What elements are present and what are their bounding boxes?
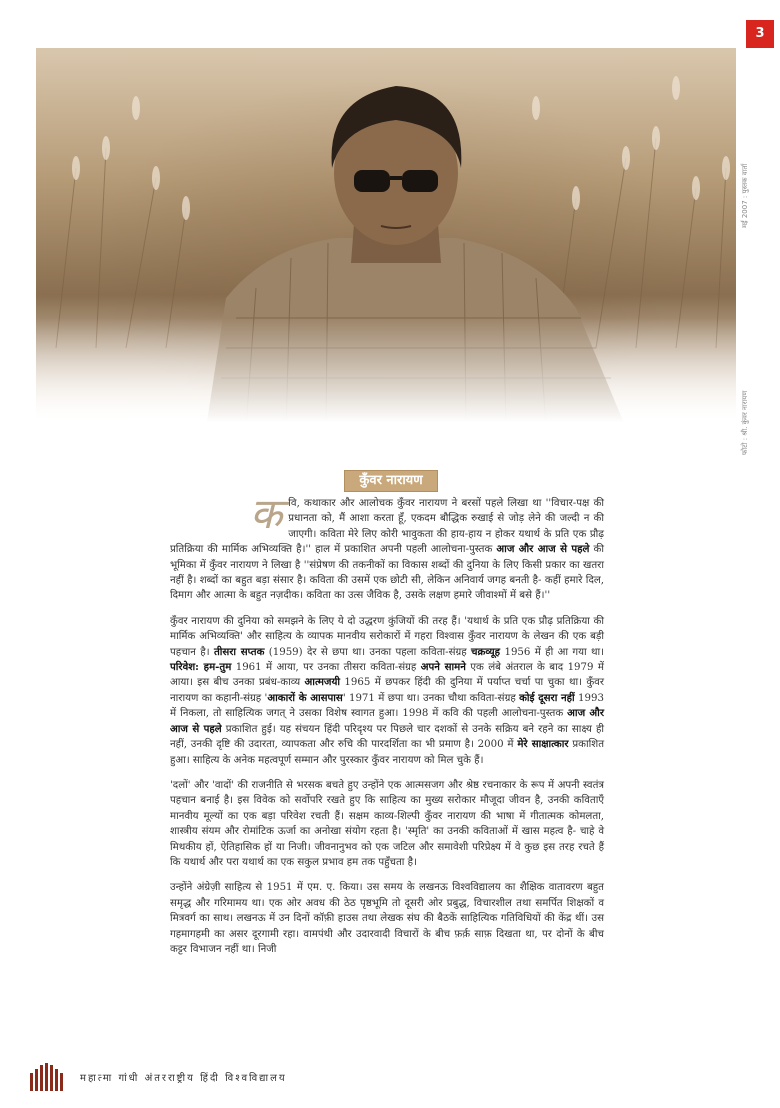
paragraph-text [170, 780, 604, 868]
portrait-photo [36, 48, 736, 428]
text-run: 1965 में छपकर हिंदी की दुनिया में पर्याप्त चर्चा पा चुका था। कुँवर नारायण का कहानी-संग्रह ' [170, 677, 605, 704]
text-run: उन्होंने अंग्रेज़ी साहित्य से 1951 में एम. ए. किया। उस समय के लखनऊ विश्वविद्यालय का शैक्षिक वातावरण बहुत समृद्ध और गरिमामय था। एक ओर अवध की ठेठ पृष्ठभूमि तो दूसरी ओर प्रबुद्ध, विचारशील तथा समर्पित शिक्षकों व मित्रवर्ग का साथ। लखनऊ में उन दिनों कॉफ़ी हाउस तथा लेखक संघ की बैठकें साहित्यिक गतिविधियों की केंद्र थीं। उस गहमागहमी का असर दूरगामी रहा। वामपंथी और उदारवादी विचारों के बीच फ़र्क़ साफ़ दिखता था, पर दोनों के बीच कट्टर विभाजन नहीं था। निजी [170, 882, 604, 955]
bold-title: आज और आज से पहले [170, 707, 605, 735]
text-run: प्रकाशित हुई। यह संचयन हिंदी परिदृश्य पर पिछले चार दशकों से उनके सक्रिय बने रहने का साक्ष्य ही नहीं, उनकी दृष्टि की उदारता, व्यापकता और रुचि की पारदर्शिता का भी प्रमाण है। 2000 में [170, 723, 604, 751]
paragraph-text [170, 616, 604, 766]
text-run: की भूमिका में कुँवर नारायण ने लिखा है ''संप्रेषण की तकनीकों का विकास शब्दों की दुनिया के लिए किसी प्रकार का खतरा नहीं है। शब्दों का बहुत बड़ा संसार है। कविता की उसमें एक छोटी सी, लेकिन अनिवार्य जगह बनती है- कहीं हमारे दिल, दिमाग और आत्मा के बहुत नज़दीक। कविता का उत्स जैविक है, उसके लक्षण हमारे जीवाश्मों में बसे हैं।'' [170, 544, 605, 602]
paragraph [170, 778, 604, 870]
bold-title: आकारों के आसपास [267, 691, 343, 704]
footer [30, 1063, 287, 1091]
text-run: प्रकाशित हुआ। साहित्य के अनेक महत्वपूर्ण सम्मान और पुरस्कार कुँवर नारायण को मिल चुके हैं। [170, 739, 605, 766]
bold-title: कोई दूसरा नहीं [519, 691, 575, 704]
paragraph [170, 489, 605, 604]
article-title: कुँवर नारायण [344, 470, 438, 492]
bold-title: मेरे साक्षात्कार [517, 738, 569, 751]
bold-title: तीसरा सप्तक [213, 645, 265, 658]
footer-university-name: महात्मा गांधी अंतरराष्ट्रीय हिंदी विश्वविद्यालय [80, 1073, 287, 1084]
text-run: ' 1971 में छपा था। उनका चौथा कविता-संग्रह [342, 692, 520, 704]
text-run: वि, कथाकार और आलोचक कुँवर नारायण ने बरसों पहले लिखा था ''विचार-पक्ष की प्रधानता को, मैं आशा करता हूँ, एकदम बौद्धिक रुखाई से जोड़ लेने की जल्दी न की जाएगी। कविता मेरे लिए कोरी भावुकता की हाय-हाय न होकर यथार्थ के प्रति एक प्रौढ़ प्रतिक्रिया की मार्मिक अभिव्यक्ति है।'' हाल में प्रकाशित अपनी पहली आलोचना-पुस्तक [170, 498, 604, 556]
text-run: कुँवर नारायण की दुनिया को समझने के लिए ये दो उद्धरण कुंजियों की तरह हैं। 'यथार्थ के प्रति एक प्रौढ़ प्रतिक्रिया की मार्मिक अभिव्यक्ति' और साहित्य के व्यापक मानवीय सरोकारों में गहरा विश्वास कुँवर नारायण के लेखन की एक बड़ी पहचान है। [170, 615, 604, 658]
photo-fade [36, 318, 736, 428]
paragraph [170, 880, 604, 957]
text-run: 'दलों' और 'वादों' की राजनीति से भरसक बचते हुए उन्होंने एक आत्मसजग और श्रेष्ठ रचनाकार के रूप में अपनी स्वतंत्र पहचान बनाई है। इस विवेक को सर्वोपरि रखते हुए कि साहित्य का मुख्य सरोकार मौजूदा जीवन है, उनकी कविताएँ मानवीय मूल्यों का एक बड़ा परिवेश रचती हैं। सक्षम काव्य-शिल्पी कुँवर नारायण की भाषा में गीतात्मक कोमलता, शास्त्रीय संयम और रोमांटिक ऊर्जा का अनोखा संयोग रहता है। 'स्मृति' का उनकी कविताओं में खास महत्व है- चाहे वे मिथकीय हों, ऐतिहासिक हों या निजी। जीवनानुभव को एक जटिल और समावेशी परिप्रेक्ष्य में वे कुछ इस तरह रचते हैं कि यथार्थ और परा यथार्थ का एक सकुल प्रभाव हम तक पहुँचता है। [170, 779, 604, 868]
page-number: 3 [746, 20, 774, 48]
university-logo-icon [30, 1063, 72, 1091]
drop-cap: क [250, 489, 283, 538]
paragraph-text [170, 882, 604, 955]
text-run: (1959) देर से छपा था। उनका पहला कविता-संग्रह [264, 646, 471, 658]
paragraph-text [170, 489, 605, 602]
text-run: 1993 में निकला, तो साहित्यिक जगत् ने उसका विशेष स्वागत हुआ। 1998 में कवि की पहली आलोचना-पुस्तक [170, 692, 604, 720]
bold-title: आत्मजयी [304, 676, 341, 689]
text-run: 1956 में ही आ गया था। [500, 646, 604, 658]
side-caption-bottom: फोटो : श्री. कुंवर नारायण [741, 390, 749, 455]
bold-title: आज और आज से पहले [496, 543, 590, 556]
article-body [170, 489, 605, 967]
side-caption [740, 55, 754, 455]
paragraph [170, 614, 604, 768]
bold-title: चक्रव्यूह [471, 645, 501, 658]
text-run: एक लंबे अंतराल के बाद 1979 में आया। इस बीच उनका प्रबंध-काव्य [170, 662, 605, 689]
side-caption-top: मई 2007 : पुस्तक वार्ता [741, 164, 749, 229]
text-run: 1961 में आया, पर उनका तीसरा कविता-संग्रह [231, 662, 421, 674]
bold-title: परिवेश: हम-तुम [170, 661, 232, 674]
bold-title: अपने सामने [420, 661, 466, 674]
